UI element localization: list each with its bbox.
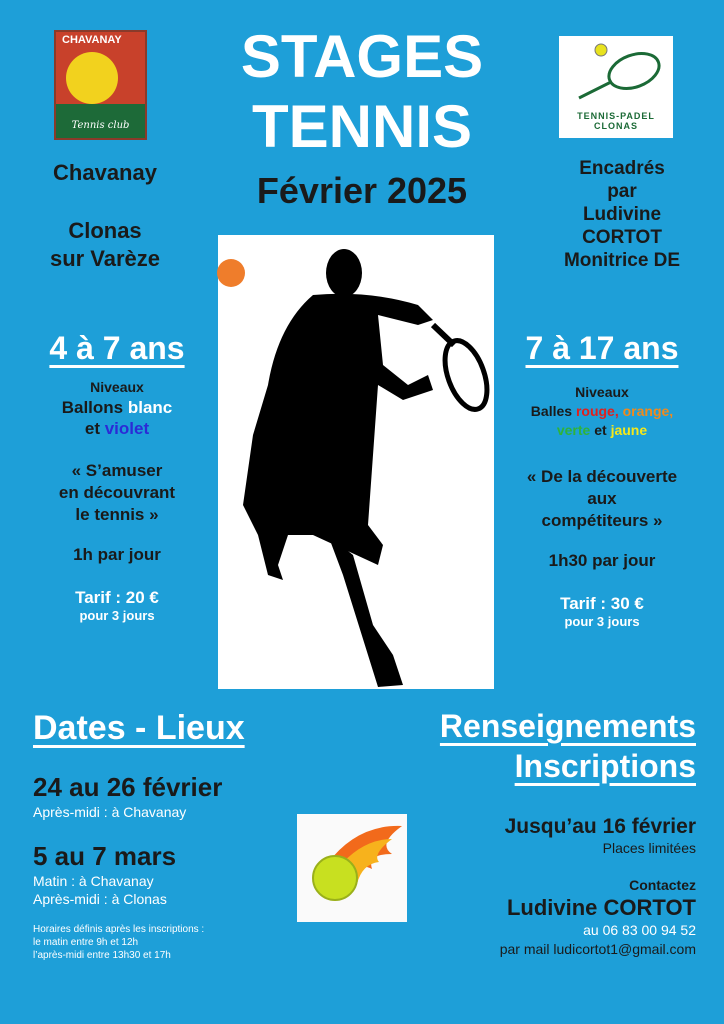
places-limited: Places limitées <box>602 840 696 856</box>
left-balls-c2: violet <box>104 419 150 438</box>
left-balls-c1: blanc <box>127 398 173 417</box>
right-c-jaune: jaune <box>610 422 648 438</box>
right-age-heading: 7 à 17 ans <box>525 330 679 366</box>
right-and: et <box>594 422 607 438</box>
contact-phone: au 06 83 00 94 52 <box>583 922 696 938</box>
contact-name: Ludivine CORTOT <box>506 895 696 920</box>
location-chavanay: Chavanay <box>53 160 157 185</box>
right-c-orange: orange, <box>622 403 674 419</box>
schedule-note3: l’après-midi entre 13h30 et 17h <box>33 950 171 961</box>
contact-label: Contactez <box>629 877 696 893</box>
left-quote1: « S’amuser <box>71 461 163 480</box>
info-heading2: Inscriptions <box>514 748 696 784</box>
location-clonas: Clonas <box>68 218 142 243</box>
deadline: Jusqu’au 16 février <box>504 815 696 838</box>
left-balls-pre: Ballons <box>61 398 124 417</box>
right-balls-line <box>500 403 704 419</box>
orange-ball-icon <box>217 259 245 287</box>
right-quote <box>500 466 704 532</box>
left-balls-and: et <box>84 419 100 438</box>
schedule-note <box>33 923 204 962</box>
tennis-player-silhouette <box>218 235 494 689</box>
right-c-rouge: rouge, <box>575 403 619 419</box>
logo-right-line1: TENNIS-PADEL <box>577 111 655 121</box>
info-heading1: Renseignements <box>439 708 696 744</box>
tennis-ball-icon <box>66 52 118 104</box>
right-price-note: pour 3 jours <box>564 614 640 629</box>
left-balls-line2 <box>20 419 214 439</box>
left-price-note: pour 3 jours <box>79 608 155 623</box>
left-price: Tarif : 20 € <box>75 588 159 607</box>
left-quote3: le tennis » <box>75 505 159 524</box>
left-levels-label: Niveaux <box>90 379 144 395</box>
date-2-sub1: Matin : à Chavanay <box>33 873 154 889</box>
right-balls-line2 <box>500 422 704 438</box>
right-balls-pre: Balles <box>530 403 573 419</box>
coach-line3: Ludivine <box>582 204 662 225</box>
coach-block <box>540 157 704 272</box>
left-quote2: en découvrant <box>58 483 176 502</box>
right-quote3: compétiteurs » <box>541 511 663 530</box>
tennis-padel-clonas-logo <box>559 36 673 138</box>
date-1-sub: Après-midi : à Chavanay <box>33 804 187 820</box>
chavanay-tennis-logo <box>54 30 147 140</box>
subtitle: Février 2025 <box>256 170 468 211</box>
schedule-note1: Horaires définis après les inscriptions : <box>33 924 205 935</box>
right-quote1: « De la découverte <box>526 467 678 486</box>
schedule-note2: le matin entre 9h et 12h <box>33 937 139 948</box>
coach-line1: Encadrés <box>579 158 665 179</box>
logo-left-club: Tennis club <box>56 104 145 138</box>
left-duration: 1h par jour <box>73 545 161 564</box>
right-duration: 1h30 par jour <box>548 551 656 570</box>
logo-left-name: CHAVANAY <box>62 34 122 46</box>
title-line2: TENNIS <box>251 93 473 160</box>
contact-email[interactable]: par mail ludicortot1@gmail.com <box>499 941 696 957</box>
coach-line2: par <box>607 181 637 202</box>
date-2: 5 au 7 mars <box>33 841 177 871</box>
location-vareze: sur Varèze <box>49 246 161 271</box>
right-c-verte: verte <box>556 422 591 438</box>
left-quote <box>20 460 214 526</box>
right-price: Tarif : 30 € <box>560 594 644 613</box>
date-1: 24 au 26 février <box>33 772 223 802</box>
coach-line5: Monitrice DE <box>563 250 681 271</box>
racket-icon <box>559 36 673 106</box>
right-levels-label: Niveaux <box>575 384 629 400</box>
dates-heading: Dates - Lieux <box>33 709 245 747</box>
left-age-heading: 4 à 7 ans <box>49 330 185 366</box>
coach-line4: CORTOT <box>582 227 662 248</box>
left-balls-line <box>20 398 214 418</box>
right-quote2: aux <box>587 489 617 508</box>
title-line1: STAGES <box>240 23 484 90</box>
logo-right-line2: CLONAS <box>594 121 638 131</box>
date-2-sub2: Après-midi : à Clonas <box>33 891 167 907</box>
